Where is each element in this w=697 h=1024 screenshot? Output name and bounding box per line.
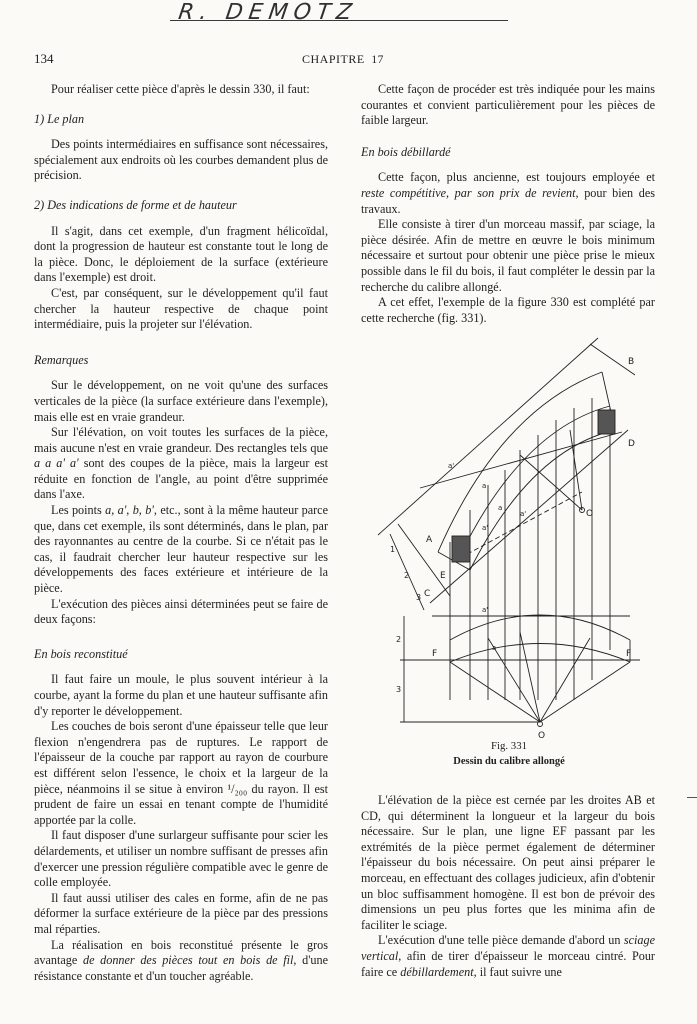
text-run: , il faut suivre une: [473, 964, 562, 979]
section-heading: En bois débillardé: [361, 144, 451, 159]
section-heading: 2) Des indications de forme et de hauteur: [34, 197, 237, 212]
paragraph: Des points intermédiaires en suffisance sont nécessaires, spécialement aux endroits où les courbes demandent plus de précision.: [34, 137, 328, 183]
label-f-right: F: [626, 649, 632, 659]
figure-number: Fig. 331: [491, 740, 527, 752]
line-cd: [430, 430, 628, 603]
point-label: a': [482, 606, 489, 614]
plan-arc-outer: [450, 615, 630, 640]
dim-label-3b: 3: [396, 685, 402, 694]
label-e: E: [440, 571, 446, 581]
emphasis: sciage vertical: [361, 933, 655, 963]
paragraph: A cet effet, l'exemple de la figure 330 est complété par cette recherche (fig. 331).: [361, 295, 655, 325]
dim-label-2b: 2: [396, 635, 402, 644]
paragraph: C'est, par conséquent, sur le développement qu'il faut chercher la hauteur respective de chaque point intermédiaire, puis la projeter sur l'élévation.: [34, 285, 328, 332]
section-heading: En bois reconstitué: [34, 646, 128, 661]
paragraph: [34, 719, 328, 828]
paragraph: L'élévation de la pièce est cernée par les droites AB et CD, qui déterminent la longueur et la largeur du bois nécessaire. Sur le plan, une ligne EF passant par les extrémités de la pièce permet également de déterminer l'épaisseur du bois nécessaire. On peut ainsi préparer le morceau, en effectuant des collages judicieux, afin d'obtenir un bloc suffisamment homogène. Il est bon de prévoir des dimensions un peu plus fortes que les minima afin de faciliter le sciage.: [361, 793, 655, 932]
figure-title: Dessin du calibre allongé: [453, 756, 565, 767]
emphasis: a a a' a': [34, 456, 79, 471]
point-label: a: [498, 504, 503, 512]
paragraph: Cette façon de procéder est très indiquée pour les mains courantes et convient particulièrement pour les pièces de faible largeur.: [361, 82, 655, 128]
section-heading: Remarques: [34, 352, 89, 367]
handwritten-signature: R. DEMOTZ: [176, 0, 360, 25]
label-o-bottom: O: [538, 731, 546, 740]
paragraph: [34, 425, 328, 503]
label-o-top: O: [586, 509, 594, 519]
text-run: Cette façon, plus ancienne, est toujours employée et: [378, 170, 655, 185]
plan-arc-inner: [450, 644, 630, 663]
paragraph: [361, 933, 655, 980]
point-label: a': [448, 462, 455, 470]
emphasis: reste compétitive, par son prix de revient: [361, 185, 576, 200]
paragraph: [34, 938, 328, 985]
page-number: 134: [34, 51, 54, 66]
text-run: , pour bien des travaux.: [361, 185, 655, 216]
right-column-bottom: [361, 793, 655, 980]
text-run: du rayon. Il est prudent de faire un essai en tenant compte de l'humidité apportée par la colle.: [34, 781, 329, 827]
point-label: a: [482, 482, 487, 490]
emphasis: de donner des pièces tout en bois de fil: [82, 953, 294, 968]
dim-label-2: 2: [404, 571, 410, 580]
hatched-section: [598, 410, 615, 434]
emphasis: débillardement: [400, 964, 474, 979]
dim-line: [398, 524, 450, 596]
dim-label-1: 1: [390, 545, 396, 554]
arc-mid: [458, 406, 610, 560]
paragraph: [361, 170, 655, 217]
text-run: L'exécution d'une telle pièce demande d'abord un: [378, 933, 624, 948]
paragraph: Sur le développement, on ne voit qu'une des surfaces verticales de la pièce (la surface extérieure dans l'exemple), mais elle est en vraie grandeur.: [34, 378, 328, 424]
label-b: B: [628, 357, 635, 367]
text-run: La réalisation en bois reconstitué présente le gros avantage: [34, 937, 328, 968]
label-c: C: [424, 589, 431, 599]
text-run: , etc., sont à la même hauteur parce que, dans cet exemple, ils sont déterminés, dans le plan, par des rayonnantes au centre de la courbe. Si ce n'était pas le cas, il faudrait chercher leur hauteur respective sur les développements des faces extérieure et intérieure de la pièce.: [34, 503, 328, 596]
emphasis: a, a', b, b': [105, 503, 154, 518]
text-run: sont des coupes de la pièce, mais la largeur est réduite en fonction de l'angle, au point d'être supprimée dans l'axe.: [34, 456, 329, 502]
text-run: Les couches de bois seront d'une épaisseur telle que leur flexion n'engendrera pas de ruptures. Le rapport de l'épaisseur de la couche par rapport au rayon de courbure est différent selon l'essence, le choix et la largeur de la pièce, néanmoins il se situe à environ: [34, 719, 328, 796]
radial-plan: [520, 632, 540, 722]
paragraph: Pour réaliser cette pièce d'après le dessin 330, il faut:: [51, 82, 310, 96]
point-label: a: [492, 644, 497, 652]
radial-plan: [540, 662, 630, 722]
label-a: A: [426, 535, 433, 545]
label-f-left: F: [432, 649, 438, 659]
radial: [570, 430, 582, 510]
paragraph: Elle consiste à tirer d'un morceau massif, par sciage, la pièce désirée. Afin de mettre en œuvre le bois minimum nécessaire et surtout pour obtenir une pièce prise le mieux possible dans le fil du bois, il faut compléter le dessin par la recherche du calibre allongé.: [361, 217, 655, 294]
chapter-heading: [302, 52, 384, 67]
section-heading: 1) Le plan: [34, 111, 85, 126]
fraction: ¹/₂₀₀: [227, 781, 248, 796]
figure-331-drawing: [360, 320, 660, 740]
left-column: [34, 82, 328, 984]
paragraph: Il faut aussi utiliser des cales en forme, afin de ne pas déformer la surface extérieure de la pièce par des pressions mal réparties.: [34, 890, 328, 936]
paragraph: Il faut faire un moule, le plus souvent intérieur à la courbe, ayant la forme du plan et une hauteur suffisante afin d'y reporter le développement.: [34, 672, 328, 718]
text-run: , afin de tirer d'épaisseur le morceau cintré. Pour faire ce: [361, 948, 655, 979]
right-column-top: [361, 82, 655, 326]
chapter-label: CHAPITRE: [302, 52, 365, 66]
point-label: a': [482, 524, 489, 532]
radial-plan: [450, 662, 540, 722]
handwritten-underline: [170, 20, 508, 21]
radial-plan: [540, 638, 590, 722]
text-run: Sur l'élévation, on voit toutes les surfaces de la pièce, mais aucune n'est en vraie grandeur. Des rectangles tels que: [34, 425, 328, 455]
margin-mark: [687, 797, 697, 798]
paragraph: Il faut disposer d'une surlargeur suffisante pour scier les délardements, et utiliser un nombre suffisant de presses afin d'exercer une pression régulière compatible avec le genre de colle employée.: [34, 828, 328, 890]
hatched-section: [452, 536, 470, 562]
point-label: a': [520, 510, 527, 518]
paragraph: Il s'agit, dans cet exemple, d'un fragment hélicoïdal, dont la progression de hauteur est constante tout le long de la pièce. Donc, le déploiement de la surface (extérieure dans l'exemple) est droit.: [34, 223, 328, 285]
dim-label-3: 3: [416, 593, 422, 602]
chapter-number: 17: [371, 54, 384, 66]
paragraph: L'exécution des pièces ainsi déterminées peut se faire de deux façons:: [34, 596, 328, 627]
text-run: Les points: [51, 503, 106, 518]
text-run: , d'une résistance constante et d'un toucher agréable.: [34, 953, 328, 983]
paragraph: [34, 503, 328, 597]
center-dashed: [460, 492, 582, 558]
label-d: D: [628, 439, 635, 449]
